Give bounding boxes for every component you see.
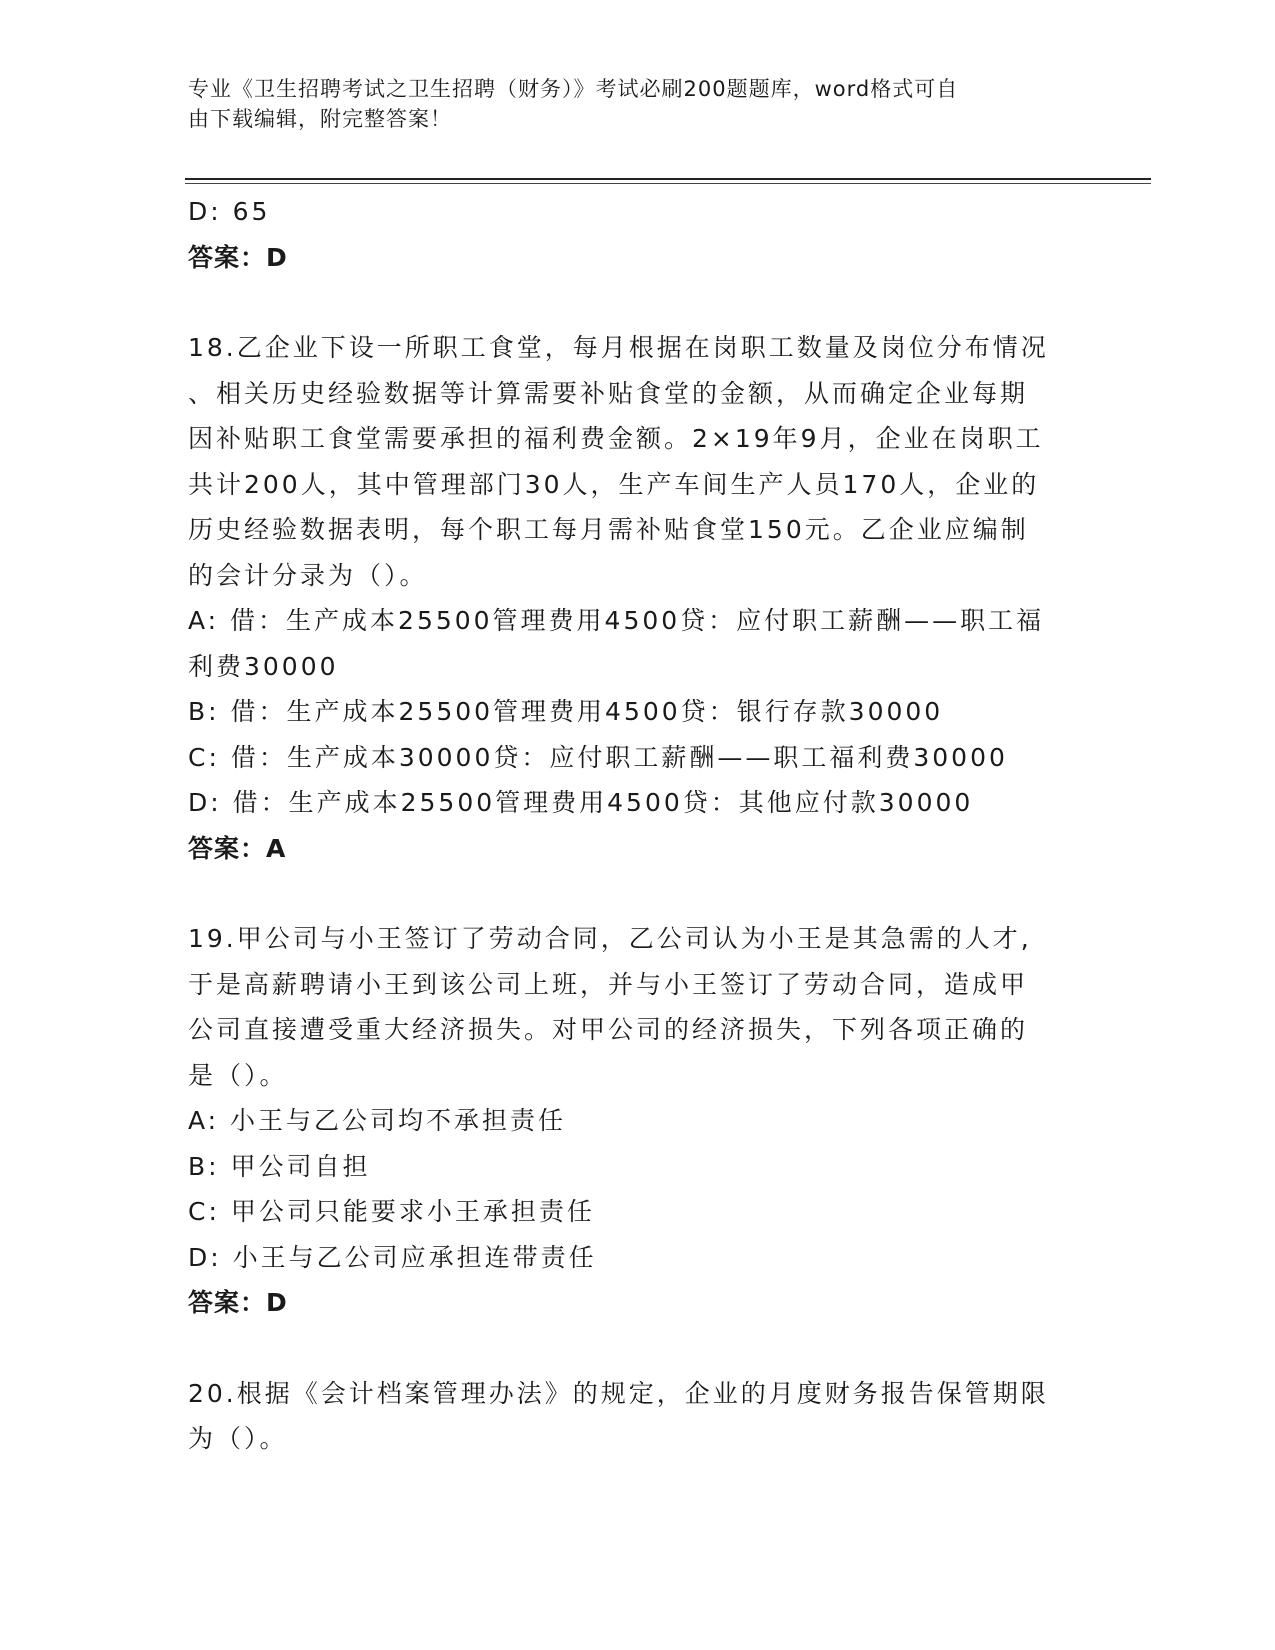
prev-option-d: D: 65 [188,197,271,226]
q19-option-d: D: 小王与乙公司应承担连带责任 [188,1242,597,1272]
question-19 [188,916,1088,1326]
q18-answer: 答案：A [188,833,287,863]
spacer [188,280,1088,325]
document-header [188,74,1068,134]
q19-stem-line: 19.甲公司与小王签订了劳动合同，乙公司认为小王是其急需的人才, [188,924,1032,953]
q20-stem-line: 为（）。 [188,1424,288,1453]
q18-stem-line: 历史经验数据表明，每个职工每月需补贴食堂150元。乙企业应编制 [188,515,1029,544]
q18-option-d: D: 借：生产成本25500管理费用4500贷：其他应付款30000 [188,788,974,817]
q18-stem-line: 的会计分录为（）。 [188,560,428,590]
q18-stem-line: 18.乙企业下设一所职工食堂，每月根据在岗职工数量及岗位分布情况 [188,333,1049,362]
q18-stem-line: 共计200人，其中管理部门30人，生产车间生产人员170人，企业的 [188,469,1040,499]
header-divider-thin [185,183,1151,184]
q19-stem-line: 是（）。 [188,1060,288,1090]
q19-option-a: A: 小王与乙公司均不承担责任 [188,1106,567,1135]
question-20 [188,1371,1088,1462]
q18-option-a: A: 借：生产成本25500管理费用4500贷：应付职工薪酬——职工福 [188,606,1045,635]
q18-stem-line: 、相关历史经验数据等计算需要补贴食堂的金额，从而确定企业每期 [188,378,1029,408]
spacer [188,1326,1088,1371]
q19-option-c: C: 甲公司只能要求小王承担责任 [188,1197,595,1226]
q19-stem-line: 公司直接遭受重大经济损失。对甲公司的经济损失，下列各项正确的 [188,1015,1029,1044]
q19-answer: 答案：D [188,1288,288,1317]
prev-answer: 答案：D [188,242,288,272]
question-18 [188,325,1088,871]
q19-stem-line: 于是高薪聘请小王到该公司上班，并与小王签订了劳动合同，造成甲 [188,969,1029,999]
q18-option-b: B: 借：生产成本25500管理费用4500贷：银行存款30000 [188,697,944,726]
q18-option-a-cont: 利费30000 [188,651,339,681]
q20-stem-line: 20.根据《会计档案管理办法》的规定，企业的月度财务报告保管期限 [188,1378,1049,1408]
question-content [188,189,1088,1462]
q18-option-c: C: 借：生产成本30000贷：应付职工薪酬——职工福利费30000 [188,742,1008,772]
header-line-1: 专业《卫生招聘考试之卫生招聘（财务）》考试必刷200题题库，word格式可自 [188,77,959,101]
header-line-2: 由下载编辑，附完整答案！ [188,107,452,131]
header-divider-thick [185,178,1151,180]
q18-stem-line: 因补贴职工食堂需要承担的福利费金额。2×19年9月，企业在岗职工 [188,424,1044,453]
q19-option-b: B: 甲公司自担 [188,1151,371,1181]
spacer [188,871,1088,916]
